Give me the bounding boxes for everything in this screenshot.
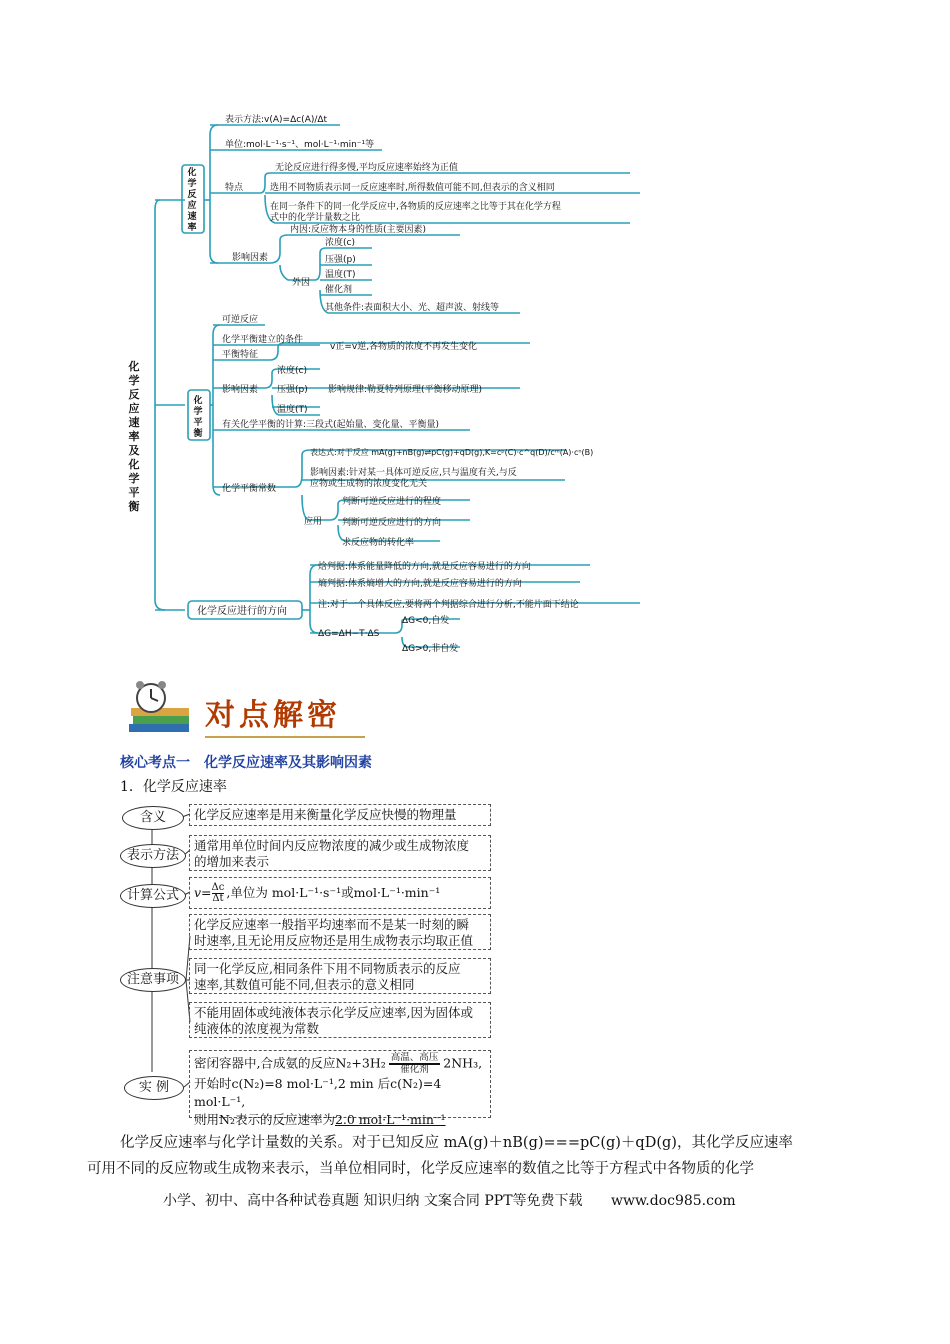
eq-char: 平衡特征 (222, 350, 259, 360)
example-text-a2: 2NH₃, (443, 1055, 483, 1071)
section-subheading: 1．化学反应速率 (120, 779, 227, 795)
method-box (189, 835, 491, 871)
example-answer: 2.0 mol·L⁻¹·min⁻¹ (334, 1112, 446, 1127)
banner-title: 对点解密 (205, 698, 341, 733)
note-label: 注意事项 (120, 968, 186, 992)
dir-d3: 注:对于一个具体反应,要将两个判据综合进行分析,不能片面下结论 (318, 600, 579, 610)
eq-k-expr: 表达式:对于反应 mA(g)+nB(g)⇌pC(g)+qD(g),K=cᵖ(C)·c^q(D)/cᵐ(A)·cⁿ(B) (310, 448, 594, 457)
dir-dg2: ΔG>0,非自发 (402, 644, 459, 654)
note3-text-a: 不能用固体或纯液体表示化学反应速率,因为固体或 (194, 1005, 473, 1020)
method-label: 表示方法 (120, 844, 186, 868)
meaning-box (189, 804, 491, 826)
eq-k-factor-b: 应物或生成物的浓度变化无关 (310, 479, 428, 489)
dir-d1: 焓判据:体系能量降低的方向,就是反应容易进行的方向 (318, 562, 531, 572)
rate-o2: 压强(p) (325, 255, 356, 265)
eq-k-factor-a: 影响因素:针对某一具体可逆反应,只与温度有关,与反 (310, 468, 517, 478)
dir-dg1: ΔG<0,自发 (402, 616, 450, 626)
rate-expr: 表示方法:v(A)=Δc(A)/Δt (225, 115, 328, 125)
eq-a3: 求反应物的转化率 (342, 538, 415, 548)
formula-v: v= (194, 885, 212, 900)
eq-rev: 可逆反应 (222, 315, 259, 325)
example-text-a: 密闭容器中,合成氨的反应N₂+3H₂ (194, 1055, 386, 1071)
paragraph-line-2: 可用不同的反应物或生成物来表示，当单位相同时，化学反应速率的数值之比等于方程式中各物质的化学 (87, 1161, 754, 1177)
note1-box (189, 914, 491, 950)
method-text-a: 通常用单位时间内反应物浓度的减少或生成物浓度 (194, 838, 470, 853)
eq-p: 压强(p) (277, 385, 308, 395)
rate-o1: 浓度(c) (325, 238, 355, 248)
note1-text-a: 化学反应速率一般指平均速率而不是某一时刻的瞬 (194, 917, 470, 932)
eq-t: 温度(T) (277, 405, 308, 415)
eq-calc: 有关化学平衡的计算:三段式(起始量、变化量、平衡量) (222, 420, 440, 430)
formula-unit: ,单位为 mol·L⁻¹·s⁻¹或mol·L⁻¹·min⁻¹ (226, 885, 441, 900)
method-text-b: 的增加来表示 (194, 854, 270, 869)
dir-dg: ΔG=ΔH−T·ΔS (318, 629, 380, 639)
eq-group-label: 化 学 平 衡 (193, 396, 203, 439)
note2-text-a: 同一化学反应,相同条件下用不同物质表示的反应 (194, 961, 461, 976)
eq-c: 浓度(c) (277, 366, 307, 376)
paragraph-line-1: 化学反应速率与化学计量数的关系。对于已知反应 mA(g)＋nB(g)===pC(g)＋qD(g)，其化学反应速率 (120, 1135, 793, 1151)
eq-cond: 化学平衡建立的条件 (222, 335, 304, 345)
note3-box (189, 1002, 491, 1038)
meaning-text: 化学反应速率是用来衡量化学反应快慢的物理量 (194, 807, 457, 822)
rate-feature: 特点 (225, 183, 244, 193)
example-text-c: 则用N₂表示的反应速率为 (194, 1112, 335, 1127)
eq-factors: 影响因素 (222, 385, 259, 395)
rate-group-label: 化 学 反 应 速 率 (187, 168, 197, 233)
rate-f1: 无论反应进行得多慢,平均反应速率始终为正值 (275, 163, 458, 173)
example-label: 实 例 (124, 1076, 184, 1100)
rate-f3a: 在同一条件下的同一化学反应中,各物质的反应速率之比等于其在化学方程 (270, 202, 561, 212)
meaning-label: 含义 (122, 806, 184, 830)
rate-o3: 温度(T) (325, 270, 356, 280)
footer-link[interactable]: www.doc985.com (610, 1193, 736, 1209)
rate-outer: 外因 (292, 278, 311, 288)
clock-books-icon (125, 680, 205, 740)
eq-a2: 判断可逆反应进行的方向 (342, 518, 442, 528)
rate-inner: 内因:反应物本身的性质(主要因素) (290, 225, 427, 235)
rate-f3b: 式中的化学计量数之比 (270, 213, 361, 223)
eq-const: 化学平衡常数 (222, 484, 277, 494)
banner-underline (205, 736, 365, 738)
example-condition-over: 高温、高压 (390, 1052, 439, 1063)
formula-numerator: Δc (211, 882, 225, 893)
banner (125, 680, 365, 740)
example-box (189, 1050, 491, 1127)
rate-unit: 单位:mol·L⁻¹·s⁻¹、mol·L⁻¹·min⁻¹等 (225, 140, 375, 150)
eq-apply: 应用 (304, 517, 323, 527)
note2-box (189, 958, 491, 994)
formula-label: 计算公式 (120, 884, 186, 908)
rate-factors: 影响因素 (232, 253, 269, 263)
formula-denominator: Δt (212, 893, 224, 904)
example-condition-under: 催化剂 (400, 1064, 429, 1075)
note1-text-b: 时速率,且无论用反应物还是用生成物表示均取正值 (194, 933, 473, 948)
footer (163, 1190, 736, 1210)
section-heading: 核心考点一 化学反应速率及其影响因素 (120, 755, 372, 771)
rate-o4: 催化剂 (325, 285, 353, 295)
eq-char-detail: v正=v逆,各物质的浓度不再发生变化 (330, 342, 478, 352)
eq-a1: 判断可逆反应进行的程度 (342, 497, 442, 507)
mindmap-root-label: 化 学 反 应 速 率 及 化 学 平 衡 (128, 360, 140, 513)
note2-text-b: 速率,其数值可能不同,但表示的意义相同 (194, 977, 415, 992)
dir-d2: 熵判据:体系熵增大的方向,就是反应容易进行的方向 (318, 579, 522, 589)
footer-text: 小学、初中、高中各种试卷真题 知识归纳 文案合同 PPT等免费下载 (163, 1193, 583, 1209)
note3-text-b: 纯液体的浓度视为常数 (194, 1021, 320, 1036)
dir-label: 化学反应进行的方向 (197, 606, 287, 617)
rate-o5: 其他条件:表面积大小、光、超声波、射线等 (325, 303, 500, 313)
example-text-b: 开始时c(N₂)=8 mol·L⁻¹,2 min 后c(N₂)=4 mol·L⁻¹, (194, 1076, 442, 1109)
eq-rule: 影响规律:勒夏特列原理(平衡移动原理) (328, 385, 483, 395)
rate-f2: 选用不同物质表示同一反应速率时,所得数值可能不同,但表示的含义相同 (270, 183, 555, 193)
formula-box (189, 877, 491, 909)
